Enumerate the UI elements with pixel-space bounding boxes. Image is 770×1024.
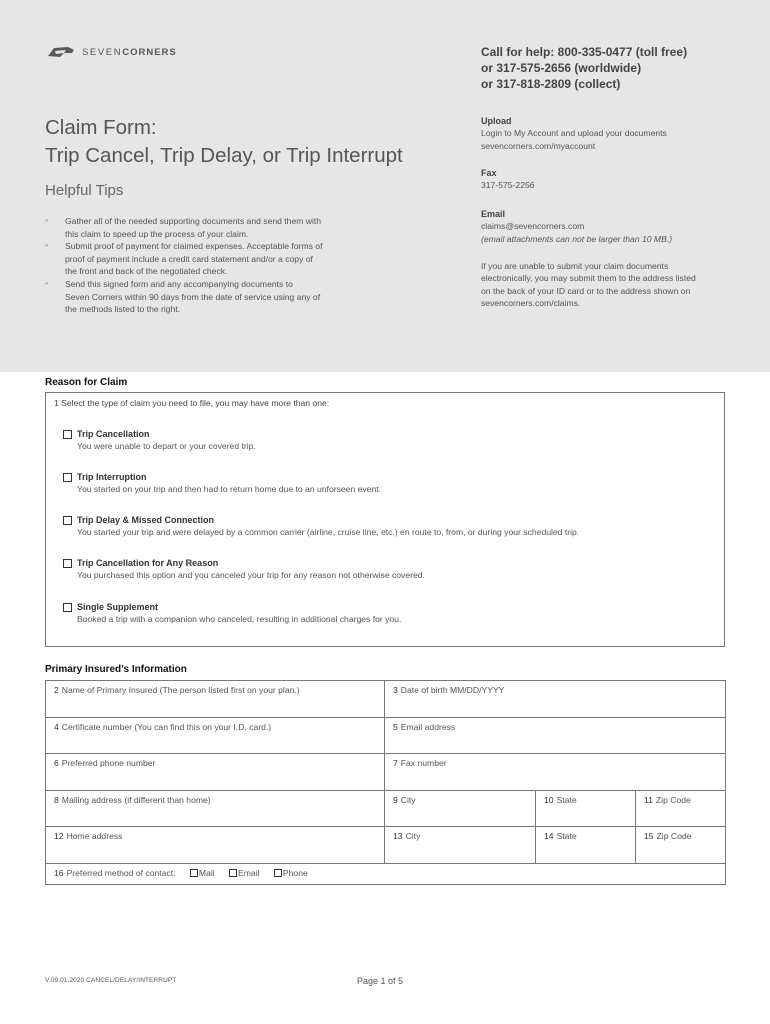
upload-text: Login to My Account and upload your documents — [481, 128, 667, 139]
tip-item: ◦ Submit proof of payment for claimed expenses. Acceptable forms of proof of payment include a credit card statement and/or a copy of the front and back of the negotiated check. — [45, 240, 365, 278]
primary-insured-table — [45, 680, 726, 885]
email-note: (email attachments can not be larger than 10 MB.) — [481, 233, 673, 244]
title-line-2: Trip Cancel, Trip Delay, or Trip Interrupt — [45, 144, 403, 167]
seven-corners-logo-icon — [46, 45, 76, 59]
checkbox-icon[interactable] — [190, 869, 198, 877]
email-label: Email — [481, 209, 506, 219]
field-name-primary-insured[interactable]: 2 Name of Primary Insured (The person listed first on your plan.) — [46, 681, 385, 718]
field-home-city[interactable]: 13 City — [385, 827, 536, 864]
tip-item: ◦ Gather all of the needed supporting documents and send them with this claim to speed up the process of your claim. — [45, 215, 365, 240]
tip-item: ◦ Send this signed form and any accompanying documents to Seven Corners within 90 days from the date of service using any of the methods listed to the right. — [45, 278, 365, 316]
fax-label: Fax — [481, 168, 497, 178]
help-line-2: or 317-575-2656 (worldwide) — [481, 61, 642, 75]
help-phone-block — [481, 44, 687, 92]
checkbox-icon[interactable] — [63, 473, 72, 482]
upload-info — [481, 115, 731, 152]
form-version: V.09.01.2020 CANCEL/DELAY/INTERRUPT — [45, 977, 177, 984]
email-link[interactable]: claims@sevencorners.com — [481, 221, 585, 232]
reason-for-claim-heading: Reason for Claim — [45, 377, 128, 388]
checkbox-icon[interactable] — [229, 869, 237, 877]
checkbox-icon[interactable] — [63, 516, 72, 525]
help-line-3: or 317-818-2809 (collect) — [481, 77, 621, 91]
page-number: Page 1 of 5 — [357, 976, 404, 986]
field-home-address[interactable]: 12 Home address — [46, 827, 385, 864]
checkbox-icon[interactable] — [63, 559, 72, 568]
contact-option-email[interactable]: Email — [229, 868, 260, 878]
upload-label: Upload — [481, 116, 512, 126]
field-phone-number[interactable]: 6 Preferred phone number — [46, 754, 385, 791]
field-home-state[interactable]: 14 State — [536, 827, 636, 864]
mail-instructions: If you are unable to submit your claim documents electronically, you may submit them to the address listed on the back of your ID card or to the address shown on sevencorners.com/claims. — [481, 261, 696, 308]
field-certificate-number[interactable]: 4 Certificate number (You can find this on your I.D. card.) — [46, 717, 385, 754]
page-title — [45, 114, 403, 170]
fax-number: 317-575-2256 — [481, 180, 535, 191]
helpful-tips-list — [45, 215, 365, 316]
checkbox-icon[interactable] — [274, 869, 282, 877]
checkbox-icon[interactable] — [63, 603, 72, 612]
field-mailing-address[interactable]: 8 Mailing address (if different than home) — [46, 790, 385, 827]
upload-link[interactable]: sevencorners.com/myaccount — [481, 140, 596, 151]
reason-for-claim-box: 1 Select the type of claim you need to file, you may have more than one: Trip Cancellation You were unable to depart or your covered trip. Trip Interruption You started on your trip and then had to return home due to an unforseen event. Trip Delay & Missed Connection You started your trip and were delayed by a common carrier (airline, cruise line, etc.) en route to, from, or during your scheduled trip. Trip Cancellation for Any Reason You purchased this option and you canceled your trip for any reason not otherwise covered. Single Supplement Booked a trip with a companion who canceled, resulting in additional charges for you. — [45, 392, 725, 647]
fax-info — [481, 167, 731, 192]
field-mailing-state[interactable]: 10 State — [536, 790, 636, 827]
seven-corners-logo — [46, 45, 177, 59]
field-preferred-contact: 16 Preferred method of contact: Mail Email Phone — [46, 863, 726, 884]
checkbox-icon[interactable] — [63, 430, 72, 439]
field-email-address[interactable]: 5 Email address — [385, 717, 726, 754]
field-mailing-zip[interactable]: 11 Zip Code — [636, 790, 726, 827]
logo-text: SEVENCORNERS — [82, 46, 177, 58]
field-mailing-city[interactable]: 9 City — [385, 790, 536, 827]
primary-insured-heading: Primary Insured’s Information — [45, 664, 187, 675]
contact-option-phone[interactable]: Phone — [274, 868, 308, 878]
field-date-of-birth[interactable]: 3 Date of birth MM/DD/YYYY — [385, 681, 726, 718]
email-info — [481, 208, 731, 245]
reason-instruction: 1 Select the type of claim you need to file, you may have more than one: — [54, 398, 330, 408]
helpful-tips-heading: Helpful Tips — [45, 182, 124, 199]
title-line-1: Claim Form: — [45, 116, 157, 139]
contact-option-mail[interactable]: Mail — [190, 868, 215, 878]
field-home-zip[interactable]: 15 Zip Code — [636, 827, 726, 864]
help-line-1: Call for help: 800-335-0477 (toll free) — [481, 45, 688, 59]
field-fax-number[interactable]: 7 Fax number — [385, 754, 726, 791]
